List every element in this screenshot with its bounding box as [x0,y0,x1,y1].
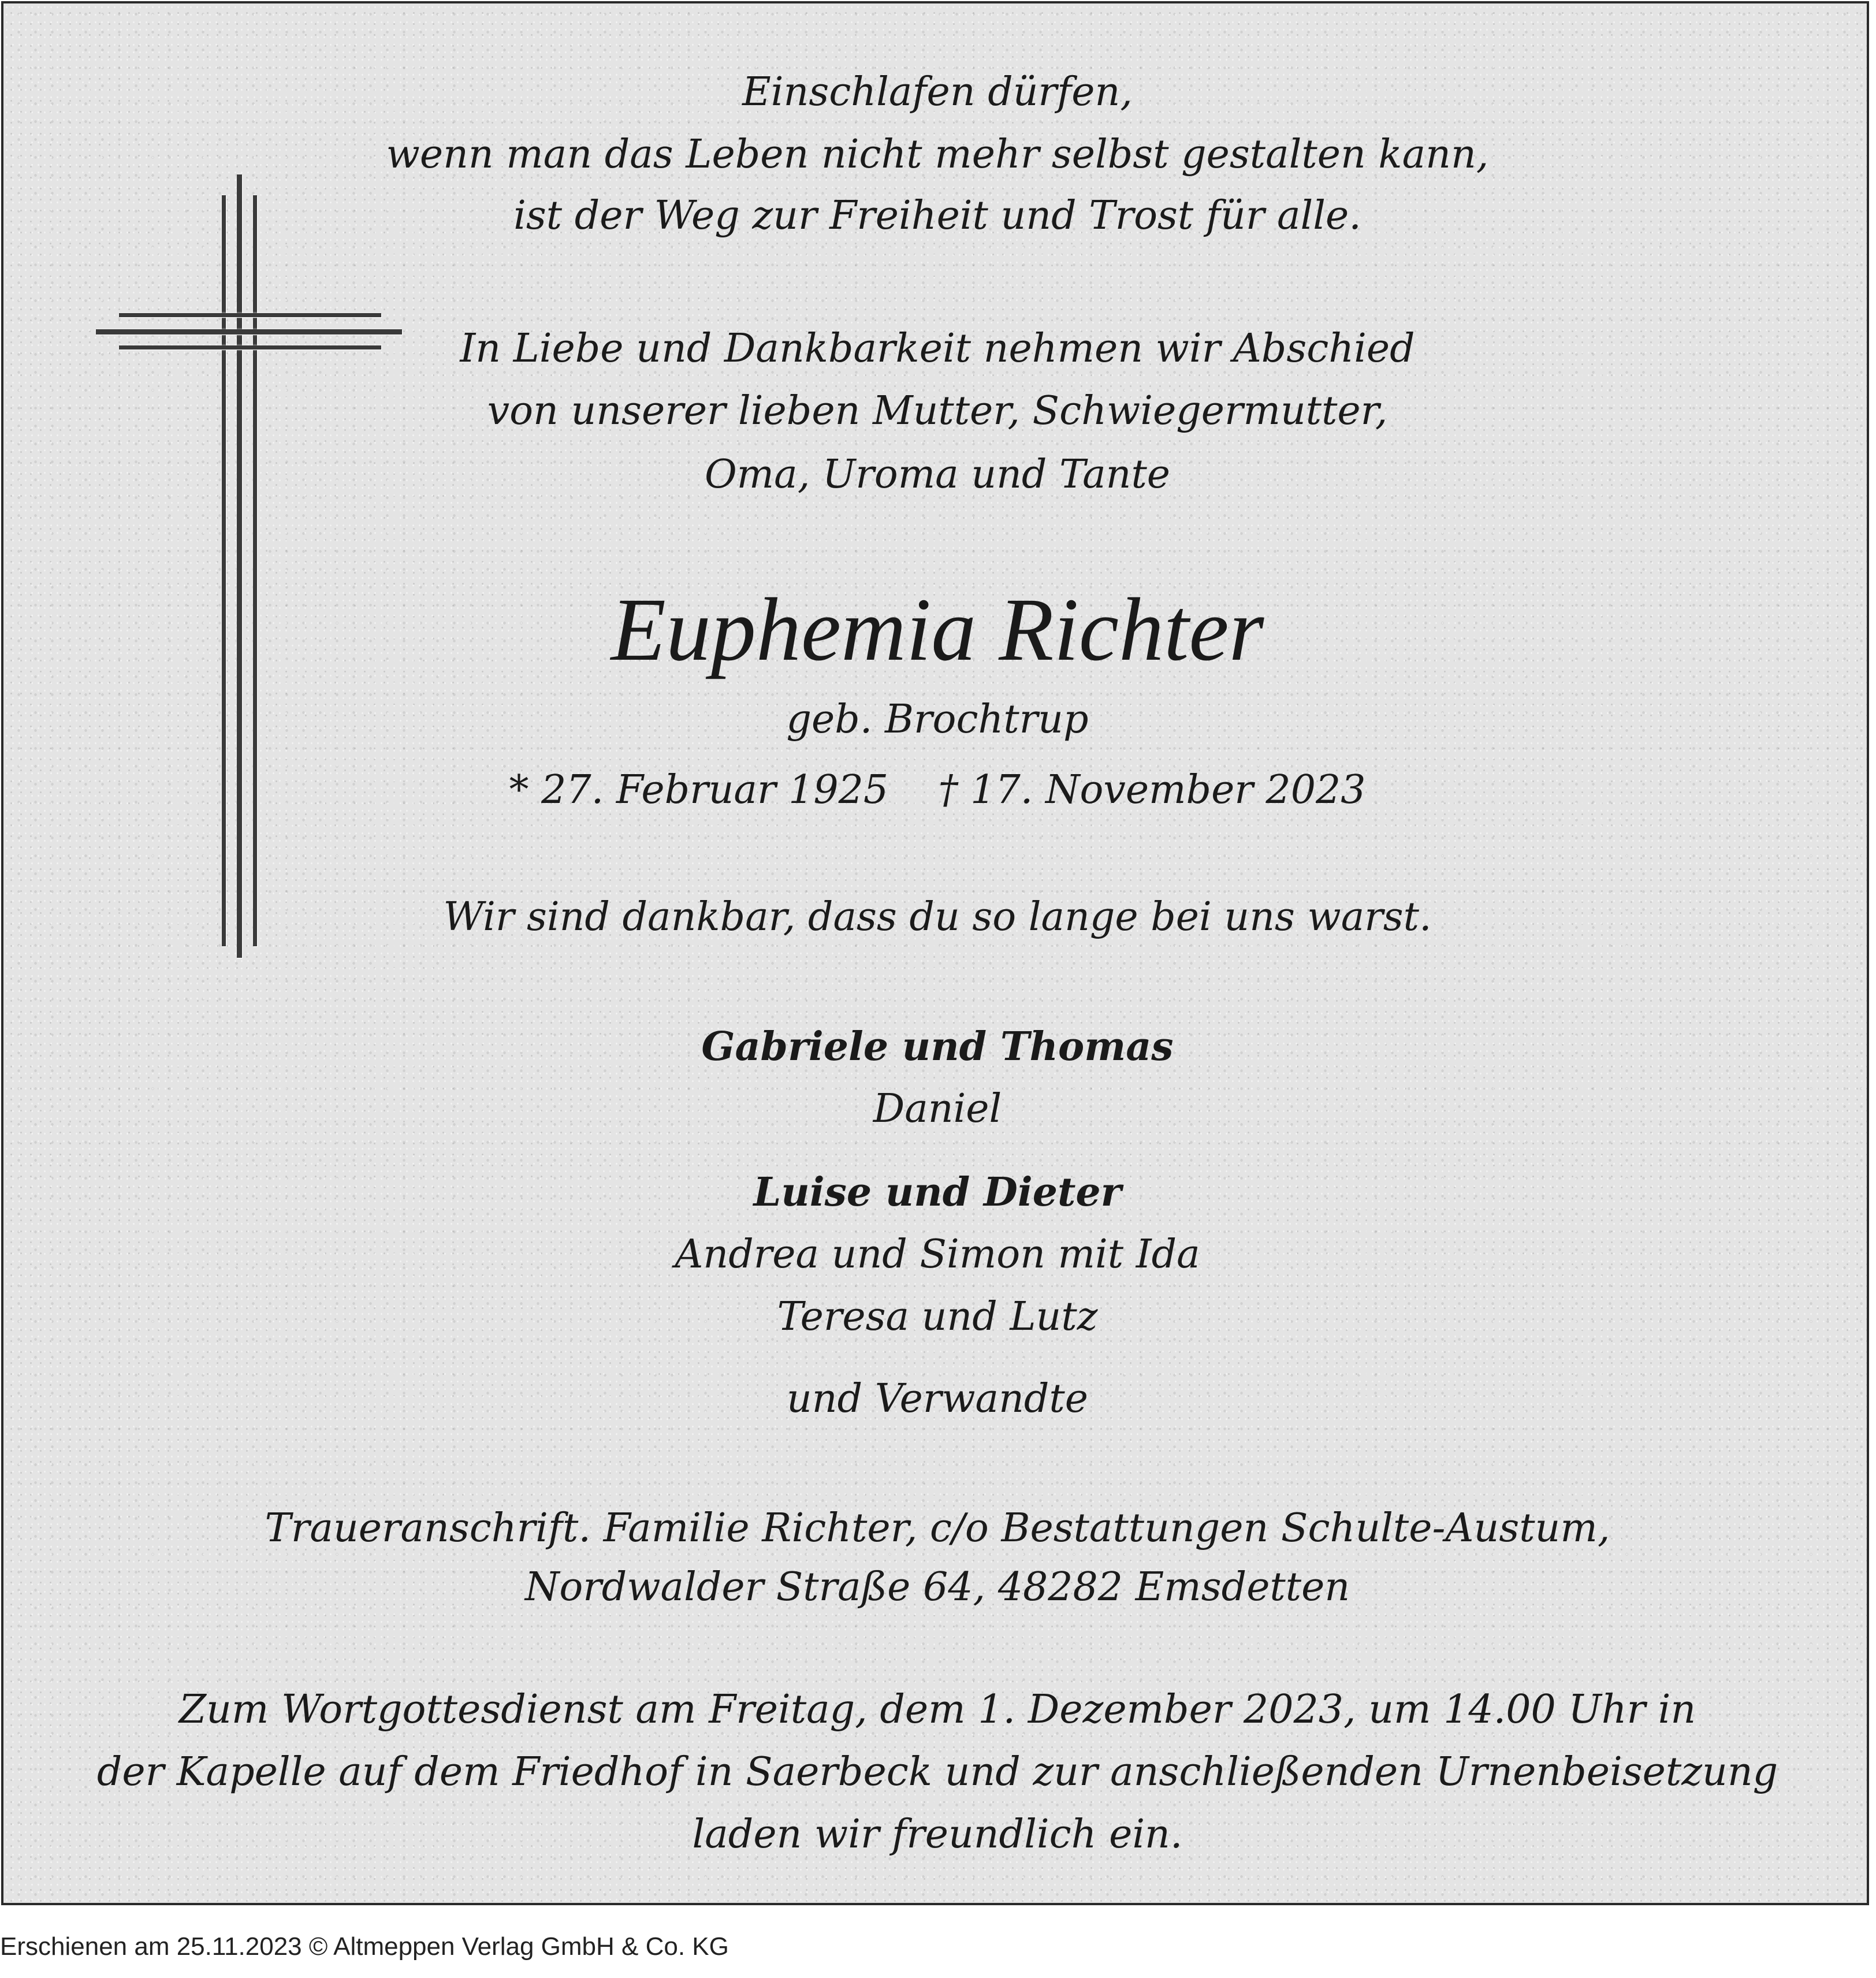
address-line-1: Traueranschrift. Familie Richter, c/o Bestattungen Schulte-Austum, [265,1505,1610,1551]
intro-line-1: In Liebe und Dankbarkeit nehmen wir Abschied [460,326,1415,371]
mourner-family-1-member: Daniel [873,1086,1002,1132]
mourner-family-1: Gabriele und Thomas [701,1024,1174,1070]
intro-line-3: Oma, Uroma und Tante [704,452,1171,497]
service-line-3: laden wir freundlich ein. [692,1812,1183,1857]
mourner-family-2-member-1: Andrea und Simon mit Ida [675,1232,1200,1277]
gratitude-line: Wir sind dankbar, dass du so lange bei uns warst. [443,894,1432,940]
verse-line-3: ist der Weg zur Freiheit und Trost für alle. [513,193,1361,239]
mourner-family-2-member-2: Teresa und Lutz [777,1294,1098,1340]
life-dates: * 27. Februar 1925 † 17. November 2023 [509,767,1366,813]
verse-line-2: wenn man das Leben nicht mehr selbst gestalten kann, [386,132,1489,177]
relatives-line: und Verwandte [787,1376,1088,1422]
deceased-name: Euphemia Richter [611,579,1264,679]
mourner-family-2: Luise und Dieter [753,1169,1122,1215]
intro-line-2: von unserer lieben Mutter, Schwiegermutter, [487,388,1388,434]
cross-icon [96,174,402,958]
obituary-card [1,1,1869,1905]
service-line-2: der Kapelle auf dem Friedhof in Saerbeck und zur anschließenden Urnenbeisetzung [96,1749,1778,1795]
verse-line-1: Einschlafen dürfen, [742,69,1133,115]
service-line-1: Zum Wortgottesdienst am Freitag, dem 1. Dezember 2023, um 14.00 Uhr in [178,1687,1696,1732]
address-line-2: Nordwalder Straße 64, 48282 Emsdetten [524,1564,1350,1610]
birth-name: geb. Brochtrup [786,697,1089,742]
publication-footer: Erschienen am 25.11.2023 © Altmeppen Verlag GmbH & Co. KG [0,1932,729,1961]
